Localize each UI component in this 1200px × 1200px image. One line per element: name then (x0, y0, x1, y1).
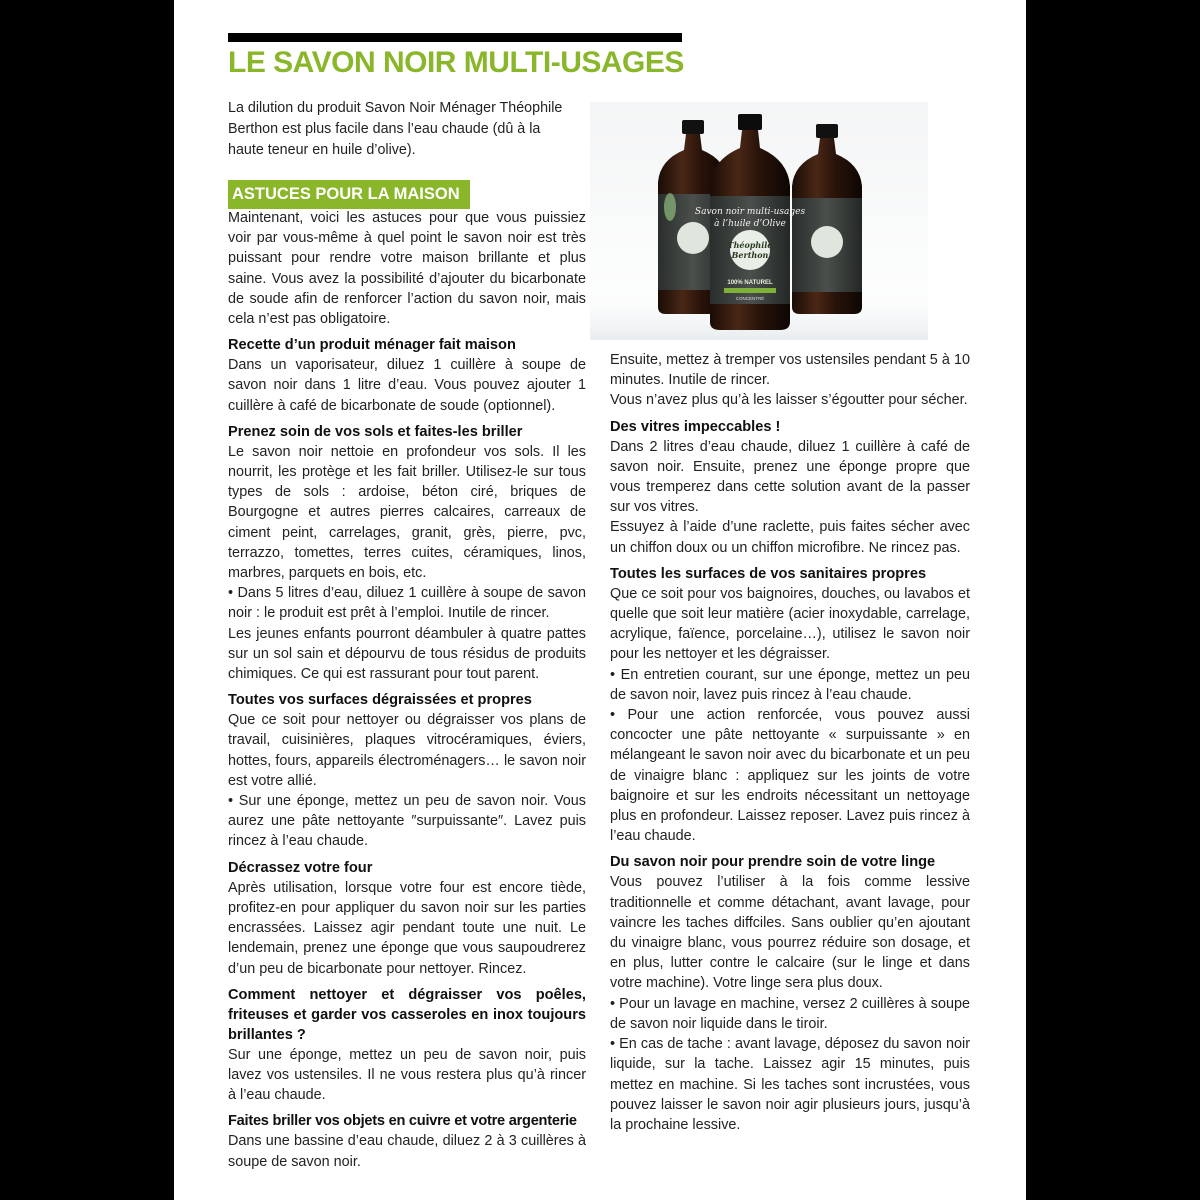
para-sanitaires-2: • En entretien courant, sur une éponge, mettez un peu de savon noir, lavez puis rincez à l’eau chaude. (610, 666, 970, 703)
heading-sanitaires: Toutes les surfaces de vos sanitaires propres (610, 565, 927, 582)
document-page (174, 0, 1026, 1200)
bottle-label-text: Savon noir multi-usages (694, 207, 806, 217)
section-tag: ASTUCES POUR LA MAISON (228, 180, 470, 209)
para-linge-2: • Pour un lavage en machine, versez 2 cuillères à soupe de savon noir liquide dans le tiroir. (610, 995, 970, 1032)
heading-four: Décrassez votre four (228, 859, 373, 876)
left-column (228, 208, 586, 1172)
heading-poeles: Comment nettoyer et dégraisser vos poêles, friteuses et garder vos casseroles en inox toujours brillantes ? (228, 986, 586, 1043)
product-photo (590, 102, 928, 340)
para-surfaces-1: Que ce soit pour nettoyer ou dégraisser vos plans de travail, cuisinières, plaques vitrocéramiques, éviers, hottes, fours, appareils électroménagers… le savon noir est votre allié. (228, 712, 586, 789)
heading-vitres: Des vitres impeccables ! (610, 418, 781, 435)
para-vitres-2: Essuyez à l’aide d’une raclette, puis faites sécher avec un chiffon doux ou un chiffon microfibre. Ne rincez pas. (610, 519, 970, 556)
para-linge-1: Vous pouvez l’utiliser à la fois comme lessive traditionnelle et comme détachant, avant lavage, pour vaincre les taches diffciles. Sans oublier qu’en ajoutant du vinaigre blanc, vous pourrez réduire son dosage, et en plus, lutter contre le calcaire (sur le linge et dans votre machine). Votre linge sera plus doux. (610, 874, 970, 992)
para-sols-2: • Dans 5 litres d’eau, diluez 1 cuillère à soupe de savon noir : le produit est prêt à l’emploi. Inutile de rincer. (228, 585, 586, 622)
para-cuivre: Dans une bassine d’eau chaude, diluez 2 à 3 cuillères à soupe de savon noir. (228, 1133, 586, 1170)
page-title: LE SAVON NOIR MULTI-USAGES (228, 46, 684, 79)
bottles-illustration (590, 102, 928, 340)
astuces-intro: Maintenant, voici les astuces pour que vous puissiez voir par vous-même à quel point le savon noir est très puissant pour rendre votre maison brillante et plus saine. Vous avez la possibilité d’ajouter du bicarbonate de soude afin de renforcer l’action du savon noir, mais cela n’est pas obligatoire. (228, 210, 586, 328)
heading-linge: Du savon noir pour prendre soin de votre linge (610, 854, 936, 871)
para-four: Après utilisation, lorsque votre four est encore tiède, profitez-en pour appliquer du savon noir sur les parties encrassées. Laissez agir pendant toute une nuit. Le lendemain, prenez une éponge que vous saupoudrerez d’un peu de bicarbonate pour nettoyer. Rincez. (228, 879, 586, 977)
para-linge-3: • En cas de tache : avant lavage, déposez du savon noir liquide, sur la tache. Laissez agir 15 minutes, puis mettez en machine. Si les taches sont incrustées, vous pouvez laisser le savon noir agir plusieurs jours, jusqu’à la prochaine lessive. (610, 1036, 970, 1133)
right-column (610, 350, 970, 1135)
para-sanitaires-1: Que ce soit pour vos baignoires, douches, ou lavabos et quelle que soit leur matière (acier inoxydable, carrelage, acrylique, faïence, porcelaine…), utilisez le savon noir pour les nettoyer et les dégraisser. (610, 585, 970, 663)
para-surfaces-2: • Sur une éponge, mettez un peu de savon noir. Vous aurez une pâte nettoyante ″surpuissante″. Lavez puis rincez à l’eau chaude. (228, 793, 586, 850)
bottle-center (695, 114, 806, 330)
bottle-right (792, 124, 862, 314)
para-recette: Dans un vaporisateur, diluez 1 cuillère à soupe de savon noir dans 1 litre d’eau. Vous pouvez ajouter 1 cuillère à café de bicarbonate de soude (optionnel). (228, 357, 586, 414)
para-poeles: Sur une éponge, mettez un peu de savon noir, puis lavez vos ustensiles. Il ne vous restera plus qu’à rincer à l’eau chaude. (228, 1046, 586, 1104)
bottle-brand-text-2: Berthon (731, 250, 769, 260)
bottle-badge-text: 100% NATUREL (727, 280, 773, 286)
bottle-sub-text: CONCENTRÉ (735, 296, 765, 301)
para-ustensiles-1: Ensuite, mettez à tremper vos ustensiles pendant 5 à 10 minutes. Inutile de rincer. (610, 352, 970, 389)
heading-sols: Prenez soin de vos sols et faites-les briller (228, 423, 523, 440)
para-sols-3: Les jeunes enfants pourront déambuler à quatre pattes sur un sol sain et dépourvu de tous résidus de produits chimiques. Ce qui est rassurant pour tout parent. (228, 625, 586, 683)
heading-cuivre: Faites briller vos objets en cuivre et votre argenterie (228, 1113, 577, 1130)
para-ustensiles-2: Vous n’avez plus qu’à les laisser s’égoutter pour sécher. (610, 392, 968, 409)
title-rule (228, 33, 682, 42)
bottle-brand-text: Théophile (727, 240, 773, 250)
para-sols-1: Le savon noir nettoie en profondeur vos sols. Il les nourrit, les protège et les fait briller. Utilisez-le sur tous types de sols : ardoise, béton ciré, briques de Bourgogne et autres pierres calcaires, carreaux de ciment peint, carrelages, granit, grès, pierre, pvc, terrazzo, tomettes, terres cuites, céramiques, linos, marbres, parquets en bois, etc. (228, 443, 586, 582)
para-vitres-1: Dans 2 litres d’eau chaude, diluez 1 cuillère à café de savon noir. Ensuite, prenez une éponge propre que vous tremperez dans cette solution avant de la passer sur vos vitres. (610, 438, 970, 516)
bottle-label-text-2: à l’huile d’Olive (714, 219, 786, 229)
intro-paragraph: La dilution du produit Savon Noir Ménager Théophile Berthon est plus facile dans l’eau chaude (dû à la haute teneur en huile d’olive). (228, 100, 563, 158)
heading-recette: Recette d’un produit ménager fait maison (228, 337, 516, 354)
heading-surfaces: Toutes vos surfaces dégraissées et propres (228, 692, 532, 709)
para-sanitaires-3: • Pour une action renforcée, vous pouvez aussi concocter une pâte nettoyante « surpuissante » en mélangeant le savon noir avec du bicarbonate et un peu de vinaigre blanc : appliquez sur les joints de votre baignoire et sur les endroits nécessitant un nettoyage plus en profondeur. Laissez reposer. Lavez puis rincez à l’eau chaude. (610, 707, 970, 845)
